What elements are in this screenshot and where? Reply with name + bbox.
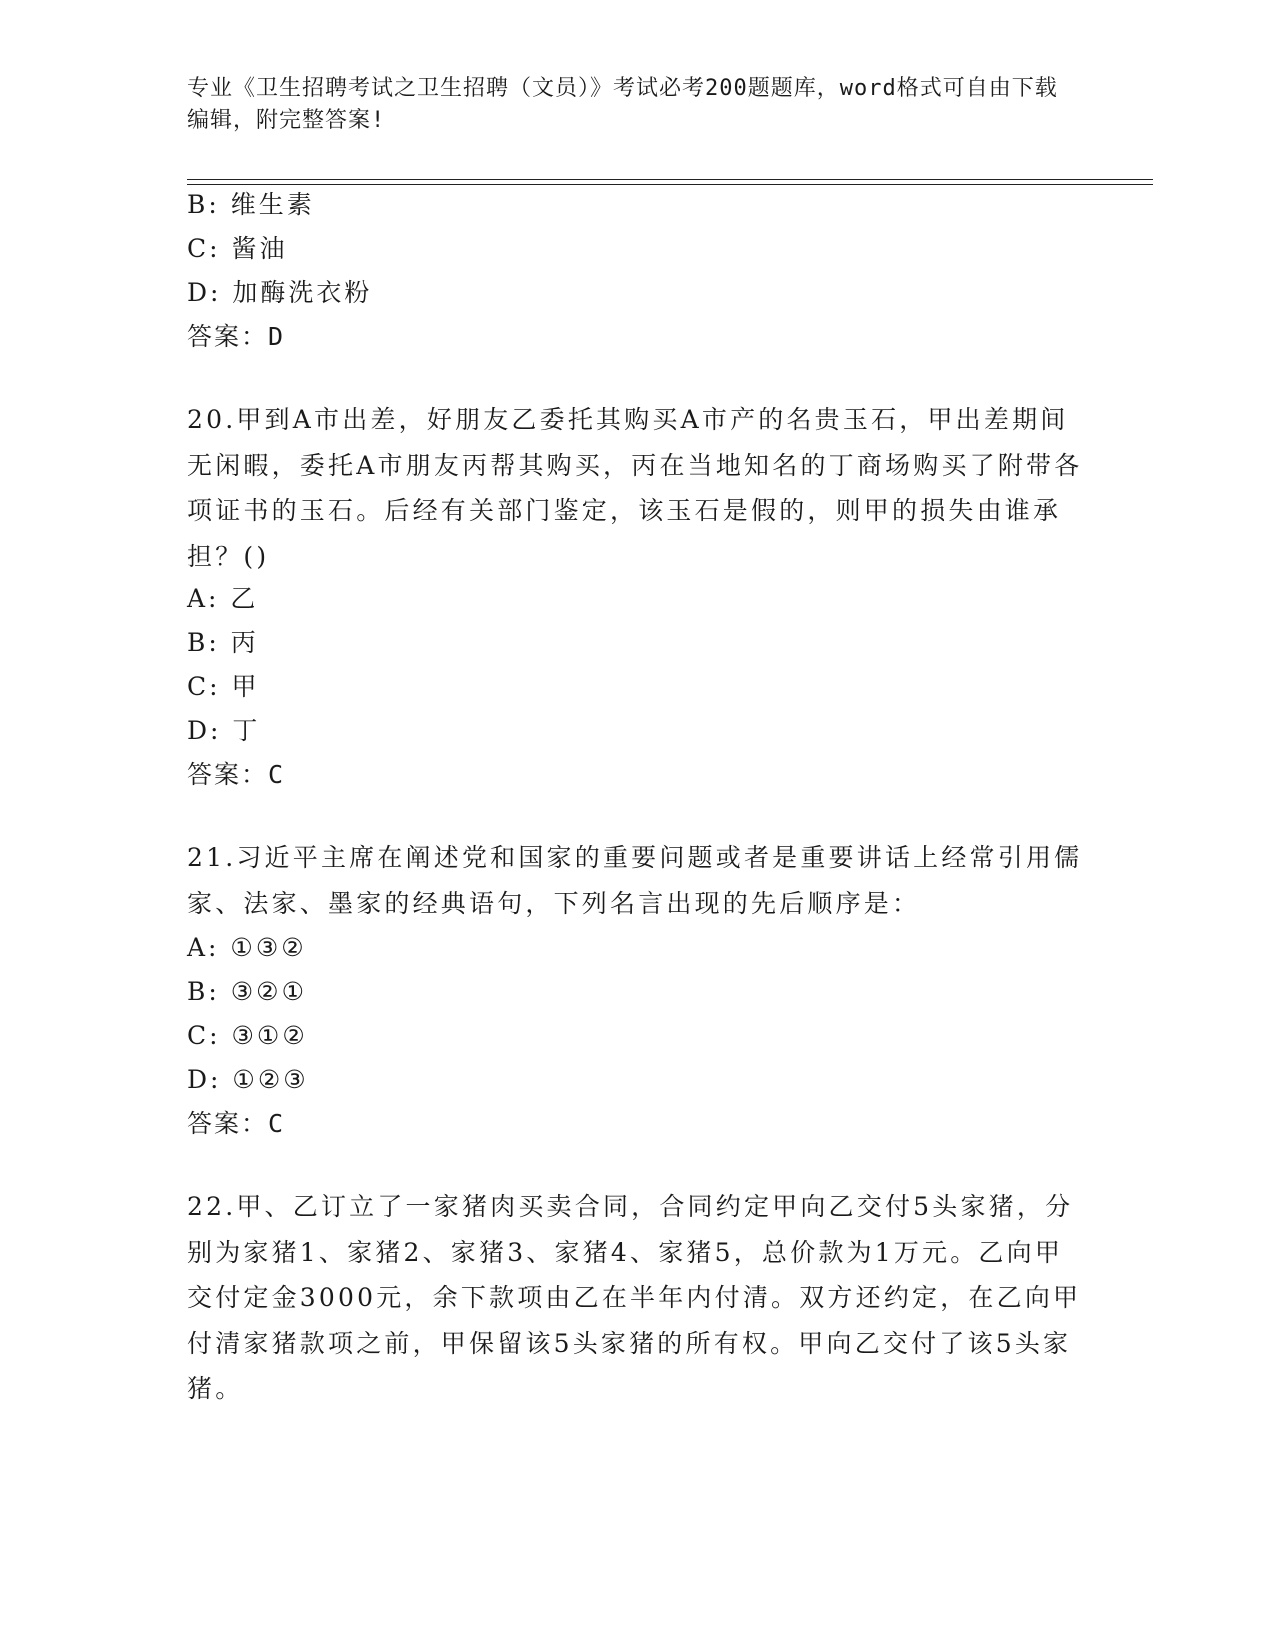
q22-question: 22.甲、乙订立了一家猪肉买卖合同，合同约定甲向乙交付5头家猪，分别为家猪1、家猪2、家猪3、家猪4、家猪5，总价款为1万元。乙向甲交付定金3000元，余下款项由乙在半年内付清。双方还约定，在乙向甲付清家猪款项之前，甲保留该5头家猪的所有权。甲向乙交付了该5头家猪。 [187,1192,1082,1403]
q20-option-a: A: 乙 [187,584,259,613]
q21-option-c: C: ③①② [187,1021,308,1050]
q20-option-d: D: 丁 [187,716,261,745]
q21-option-a: A: ①③② [187,933,307,962]
q19-option-d: D: 加酶洗衣粉 [187,278,373,307]
q20-option-c: C: 甲 [187,672,260,701]
document-header: 专业《卫生招聘考试之卫生招聘（文员）》考试必考200题题库，word格式可自由下载编辑，附完整答案! [187,76,1058,133]
q21-answer: 答案：C [187,1109,286,1138]
q19-option-b: B: 维生素 [187,190,315,219]
q21-option-d: D: ①②③ [187,1065,309,1094]
q19-option-c: C: 酱油 [187,234,288,263]
q20-question: 20.甲到A市出差，好朋友乙委托其购买A市产的名贵玉石，甲出差期间无闲暇，委托A市朋友丙帮其购买，丙在当地知名的丁商场购买了附带各项证书的玉石。后经有关部门鉴定，该玉石是假的，则甲的损失由谁承担？() [187,405,1083,571]
q20-option-b: B: 丙 [187,628,259,657]
q21-question: 21.习近平主席在阐述党和国家的重要问题或者是重要讲话上经常引用儒家、法家、墨家的经典语句，下列名言出现的先后顺序是： [187,843,1083,918]
q20-answer: 答案：C [187,760,286,789]
q21-option-b: B: ③②① [187,977,307,1006]
header-divider-bottom [187,184,1153,185]
header-divider-top [187,179,1153,180]
q19-answer: 答案：D [187,322,286,351]
